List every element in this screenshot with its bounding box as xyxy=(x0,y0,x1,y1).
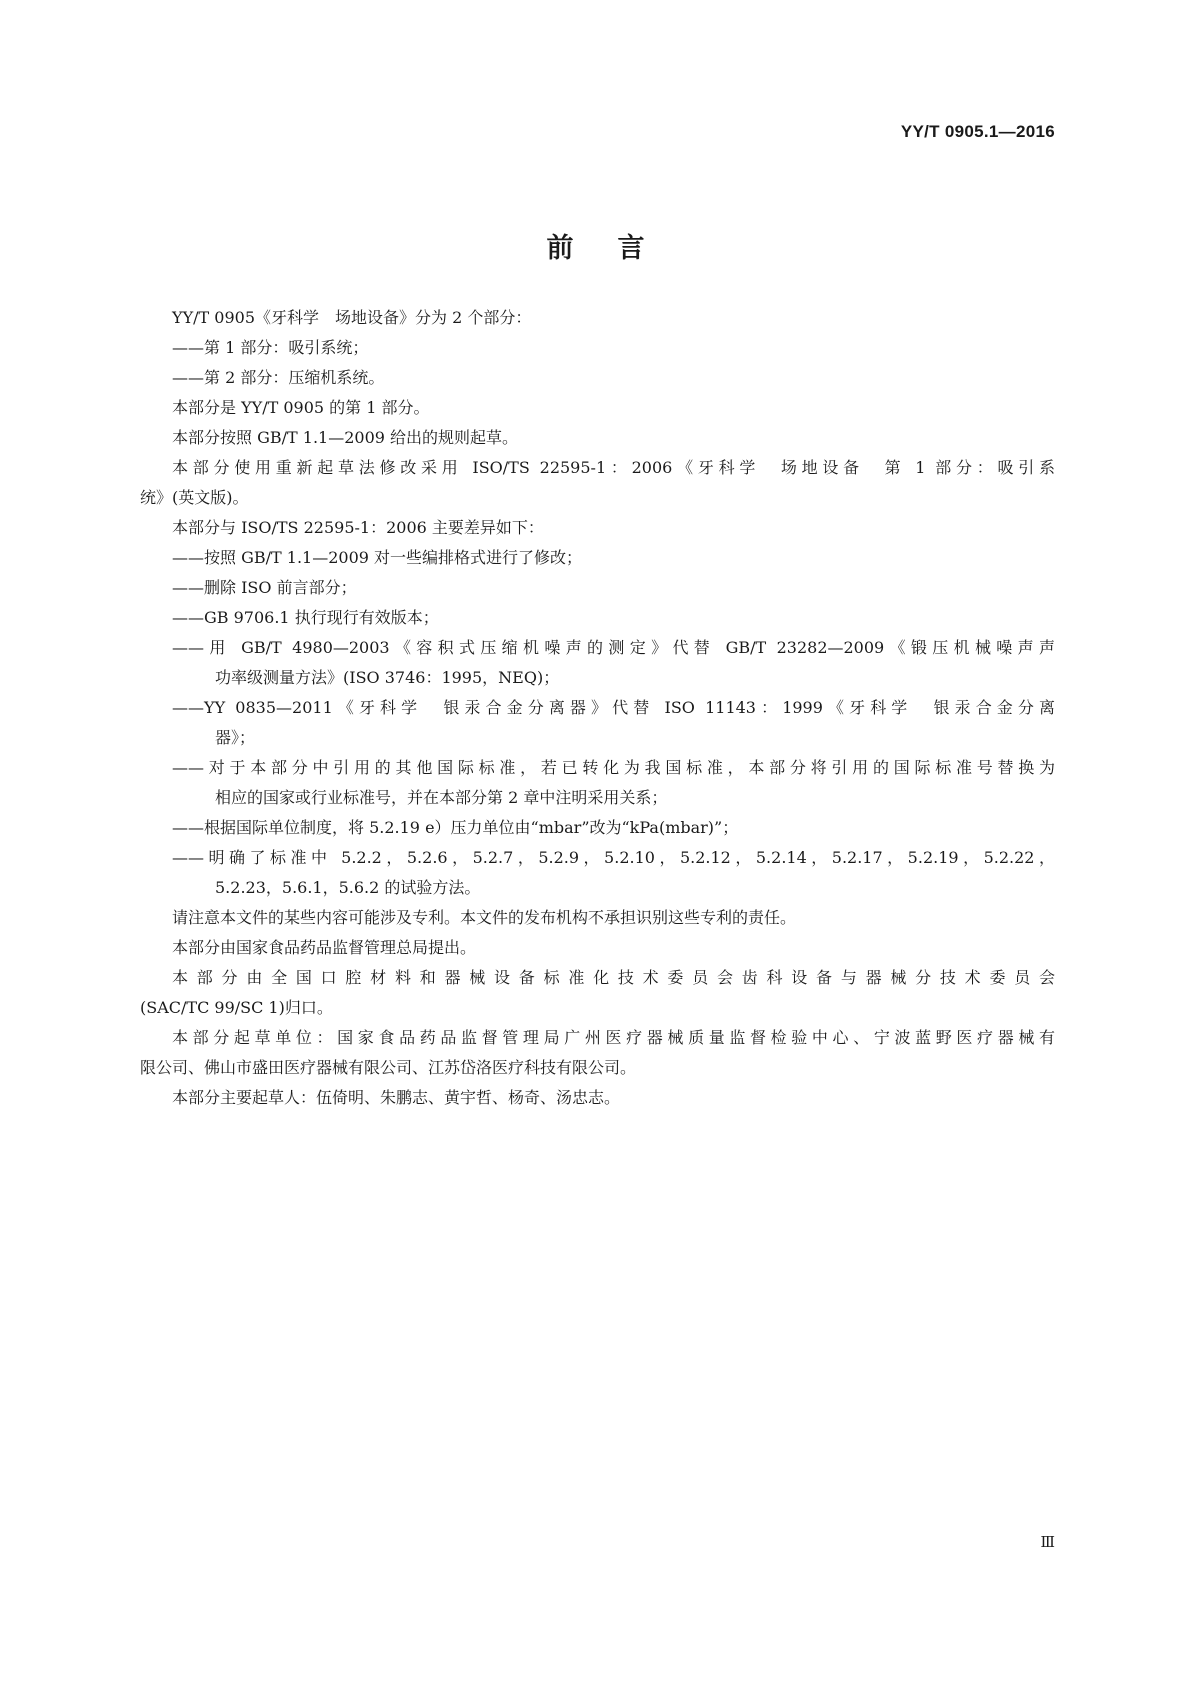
list-item-continuation: 功率级测量方法》(ISO 3746：1995，NEQ)； xyxy=(215,668,560,687)
paragraph-line: 本部分由国家食品药品监督管理总局提出。 xyxy=(172,938,477,957)
list-item: ——删除 ISO 前言部分； xyxy=(172,578,357,597)
paragraph-line: 本部分起草单位：国家食品药品监督管理局广州医疗器械质量监督检验中心、宁波蓝野医疗器械有 xyxy=(172,1028,1055,1047)
list-item-continuation: 器》； xyxy=(215,728,256,747)
list-item: ——根据国际单位制度，将 5.2.19 e）压力单位由“mbar”改为“kPa(mbar)”； xyxy=(172,818,739,837)
list-item: ——第 1 部分：吸引系统； xyxy=(172,338,369,357)
paragraph-line: 本部分主要起草人：伍倚明、朱鹏志、黄宇哲、杨奇、汤忠志。 xyxy=(172,1088,621,1107)
standard-code: YY/T 0905.1—2016 xyxy=(900,122,1055,141)
paragraph-line: 请注意本文件的某些内容可能涉及专利。本文件的发布机构不承担识别这些专利的责任。 xyxy=(172,908,797,927)
list-item: ——第 2 部分：压缩机系统。 xyxy=(172,368,385,387)
list-item: ——YY 0835—2011《牙科学 银汞合金分离器》代替 ISO 11143：1999《牙科学 银汞合金分离 xyxy=(172,698,1055,717)
paragraph-line: 本部分是 YY/T 0905 的第 1 部分。 xyxy=(172,398,430,417)
paragraph-line: 本部分使用重新起草法修改采用 ISO/TS 22595-1：2006《牙科学 场地设备 第 1 部分：吸引系 xyxy=(172,458,1055,477)
list-item-continuation: 5.2.23，5.6.1，5.6.2 的试验方法。 xyxy=(215,878,481,897)
list-item: ——明确了标准中 5.2.2，5.2.6，5.2.7，5.2.9，5.2.10，5.2.12，5.2.14，5.2.17，5.2.19，5.2.22， xyxy=(172,848,1055,867)
page-number: Ⅲ xyxy=(1040,1533,1055,1551)
list-item-continuation: 相应的国家或行业标准号，并在本部分第 2 章中注明采用关系； xyxy=(215,788,668,807)
paragraph-line: 本部分由全国口腔材料和器械设备标准化技术委员会齿科设备与器械分技术委员会 xyxy=(172,968,1055,987)
list-item: ——按照 GB/T 1.1—2009 对一些编排格式进行了修改； xyxy=(172,548,583,567)
page-title: 前言 xyxy=(546,233,689,264)
list-item: ——GB 9706.1 执行现行有效版本； xyxy=(172,608,439,627)
paragraph-line: 本部分按照 GB/T 1.1—2009 给出的规则起草。 xyxy=(172,428,519,447)
list-item: ——用 GB/T 4980—2003《容积式压缩机噪声的测定》代替 GB/T 23282—2009《锻压机械噪声声 xyxy=(172,638,1055,657)
paragraph-line: (SAC/TC 99/SC 1)归口。 xyxy=(140,998,333,1017)
paragraph-line: 本部分与 ISO/TS 22595-1：2006 主要差异如下： xyxy=(172,518,544,537)
paragraph-line: 统》(英文版)。 xyxy=(140,488,249,507)
paragraph-line: 限公司、佛山市盛田医疗器械有限公司、江苏岱洛医疗科技有限公司。 xyxy=(140,1058,637,1077)
list-item: ——对于本部分中引用的其他国际标准，若已转化为我国标准，本部分将引用的国际标准号替换为 xyxy=(172,758,1055,777)
paragraph-line: YY/T 0905《牙科学 场地设备》分为 2 个部分： xyxy=(172,308,532,327)
